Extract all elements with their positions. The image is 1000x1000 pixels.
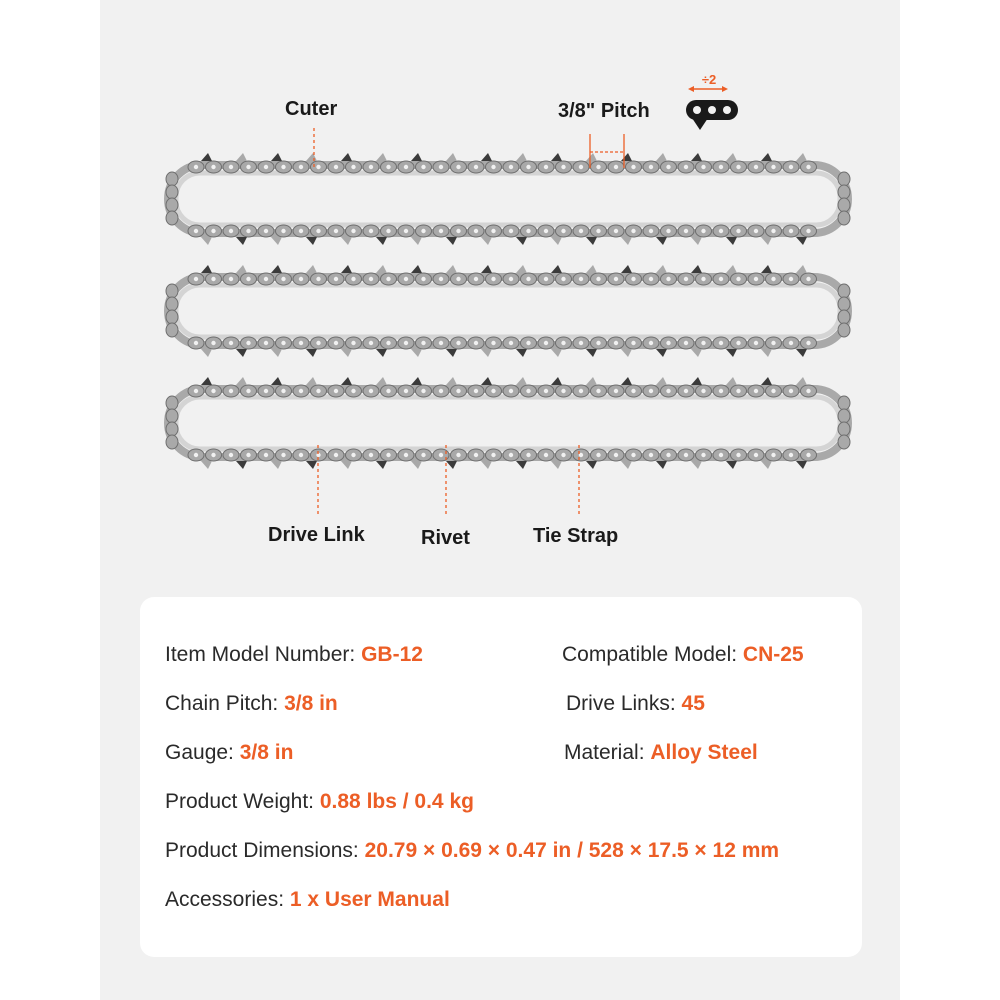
spec-value: 3/8 in [239,741,294,764]
pitch-label: 3/8" Pitch [558,100,650,122]
spec-model-number [165,643,423,667]
spec-label: Chain Pitch: [165,692,285,715]
spec-compatible-model [562,643,804,667]
spec-label: Drive Links: [566,692,682,715]
spec-value: 3/8 in [284,692,338,715]
pitch-icon-text: ÷2 [701,72,717,87]
spec-label: Compatible Model: [562,643,743,666]
spec-gauge [165,741,293,765]
spec-label: Product Weight: [165,790,320,813]
spec-label: Gauge: [165,741,240,764]
chain-link-icon [686,86,738,130]
spec-chain-pitch [165,692,338,716]
spec-value: 0.88 lbs / 0.4 kg [319,790,474,813]
spec-dimensions [165,839,779,863]
spec-label: Product Dimensions: [165,839,365,862]
spec-label: Item Model Number: [165,643,362,666]
spec-value: 20.79 × 0.69 × 0.47 in / 528 × 17.5 × 12 mm [364,839,780,862]
spec-weight [165,790,474,814]
chain-loop [166,265,850,357]
chain-loop [166,377,850,469]
spec-value: 45 [681,692,705,715]
spec-value: CN-25 [742,643,804,666]
chain-loop [166,153,850,245]
spec-value: Alloy Steel [650,741,758,764]
spec-drive-links [566,692,705,716]
chain-loops [166,153,850,469]
spec-value: 1 x User Manual [289,888,450,911]
tie-strap-label: Tie Strap [533,525,619,547]
spec-value: GB-12 [361,643,423,666]
drive-link-label: Drive Link [268,524,365,546]
spec-material [564,741,758,765]
rivet-label: Rivet [421,527,470,549]
spec-label: Accessories: [165,888,290,911]
cutter-label: Cuter [285,98,338,120]
spec-label: Material: [564,741,651,764]
spec-accessories [165,888,450,912]
